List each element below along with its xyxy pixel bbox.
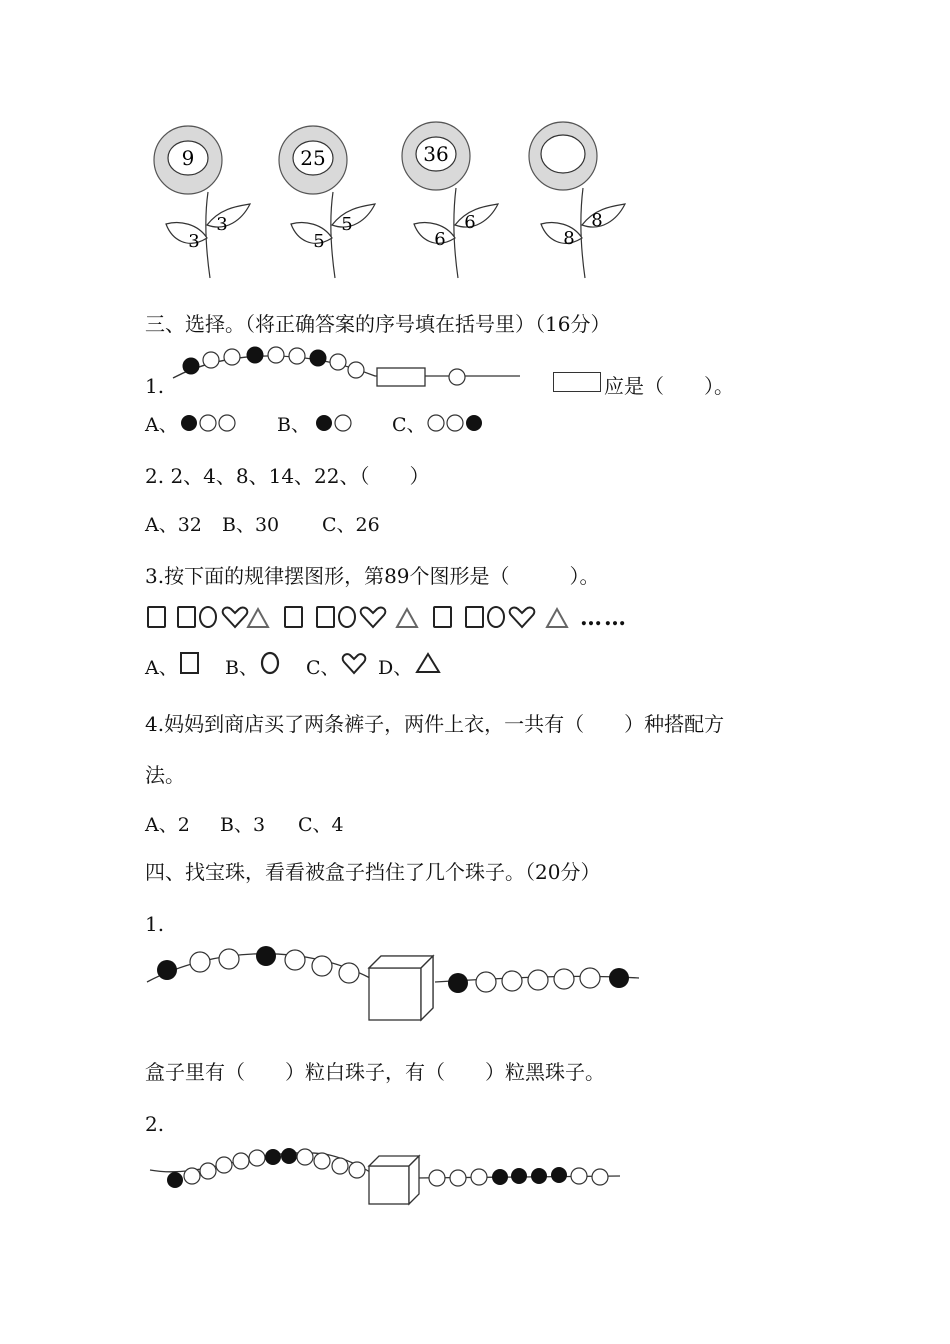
q1-answer-box xyxy=(553,372,601,392)
s4-q2-bead-string xyxy=(145,1140,625,1210)
cube-box xyxy=(369,956,433,1020)
s4-q2-number: 2. xyxy=(145,1112,165,1136)
stem xyxy=(581,188,585,278)
leaf-right-number: 6 xyxy=(464,212,476,233)
leaf-right-number: 5 xyxy=(341,214,353,235)
stem xyxy=(454,188,458,278)
option-label: B、 xyxy=(277,414,310,436)
option-label: C、 xyxy=(392,414,426,436)
cube-box xyxy=(369,1156,419,1204)
leaf-right xyxy=(582,204,625,227)
leaf-right-number: 8 xyxy=(591,210,603,231)
q3-option-d[interactable] xyxy=(378,656,412,680)
q2-text: 2. 2、4、8、14、22、（ ） xyxy=(145,464,430,488)
option-label: D、 xyxy=(378,657,413,679)
option-label: A、 xyxy=(145,657,178,679)
flower-3 xyxy=(398,120,508,280)
q4-option-c[interactable]: C、4 xyxy=(298,814,344,836)
leaf-left xyxy=(166,223,207,244)
empty-center xyxy=(541,135,585,173)
section4-heading: 四、找宝珠，看看被盒子挡住了几个珠子。（20分） xyxy=(145,860,601,884)
q1-bead-string xyxy=(145,340,615,400)
q1-option-a[interactable] xyxy=(145,413,178,437)
q4-option-b[interactable]: B、3 xyxy=(220,814,266,836)
s4-q1-bead-string xyxy=(145,940,645,1025)
option-label: A、 xyxy=(145,414,178,436)
leaf-right xyxy=(332,204,375,227)
leaf-right-number: 3 xyxy=(216,214,228,235)
flower-head xyxy=(154,126,222,194)
stem xyxy=(206,192,210,278)
q3-option-b[interactable] xyxy=(225,656,258,680)
q4-option-a[interactable]: A、2 xyxy=(145,814,190,836)
q1-option-a-beads xyxy=(178,412,248,434)
heart-icon xyxy=(340,651,368,677)
flower-center-number: 9 xyxy=(181,146,195,170)
option-label: B、 xyxy=(225,657,258,679)
q3-sequence-ellipsis: …… xyxy=(580,605,628,631)
q1-number: 1. xyxy=(145,374,165,398)
q4-text-line1: 4.妈妈到商店买了两条裤子，两件上衣，一共有（ ）种搭配方 xyxy=(145,712,725,736)
stem xyxy=(331,192,335,278)
triangle-icon xyxy=(414,650,442,676)
flower-4 xyxy=(525,120,635,280)
q3-text: 3.按下面的规律摆图形，第89个图形是（ ）。 xyxy=(145,564,600,588)
leaf-right xyxy=(455,204,498,227)
leaf-left-number: 8 xyxy=(563,228,575,249)
hidden-box xyxy=(377,368,425,386)
q1-option-b-beads xyxy=(313,412,363,434)
q2-option-c[interactable]: C、26 xyxy=(322,514,380,536)
q3-shape-sequence xyxy=(145,600,585,634)
leaf-right xyxy=(207,204,250,227)
leaf-left xyxy=(541,223,582,244)
q1-suffix: 应是（ ）。 xyxy=(604,374,734,398)
s4-q1-answer: 盒子里有（ ）粒白珠子，有（ ）粒黑珠子。 xyxy=(145,1060,605,1084)
q2-option-b[interactable]: B、30 xyxy=(222,514,280,536)
leaf-left-number: 6 xyxy=(434,229,446,250)
leaf-left-number: 3 xyxy=(188,231,200,252)
q1-option-c[interactable] xyxy=(392,413,426,437)
flower-center-number: 36 xyxy=(423,142,449,166)
flower-2 xyxy=(275,120,385,280)
q3-option-c[interactable] xyxy=(306,656,340,680)
q2-option-a[interactable]: A、32 xyxy=(145,514,202,536)
option-label: C、 xyxy=(306,657,340,679)
square-icon xyxy=(178,650,202,676)
flower-center-number: 25 xyxy=(300,146,326,170)
section3-heading: 三、选择。（将正确答案的序号填在括号里）（16分） xyxy=(145,312,611,336)
leaf-left-number: 5 xyxy=(313,231,325,252)
q1-option-c-beads xyxy=(425,412,495,434)
s4-q1-number: 1. xyxy=(145,912,165,936)
circle-icon xyxy=(257,650,283,676)
flower-1 xyxy=(150,120,260,280)
q3-option-a[interactable] xyxy=(145,656,178,680)
leaf-left xyxy=(291,223,332,244)
q4-text-line2: 法。 xyxy=(145,763,185,787)
q1-option-b[interactable] xyxy=(277,413,310,437)
